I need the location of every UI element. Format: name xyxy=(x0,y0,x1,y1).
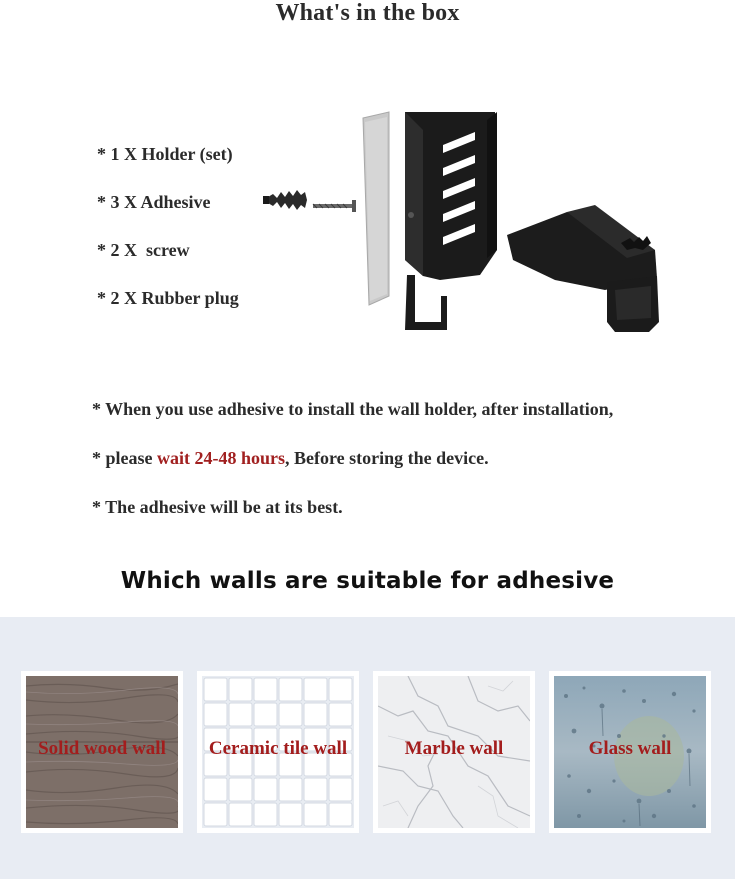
section-title: Which walls are suitable for adhesive xyxy=(120,568,615,594)
note-line: * When you use adhesive to install the wall holder, after installation, xyxy=(92,399,614,419)
note-line: * The adhesive will be at its best. xyxy=(92,497,343,517)
note-line xyxy=(92,445,613,494)
note-prefix: * please xyxy=(92,448,157,468)
wall-tile-label: Marble wall xyxy=(404,738,504,759)
note-suffix: , Before storing the device. xyxy=(285,448,489,468)
wall-tile-marble xyxy=(373,671,535,833)
wall-tile-label: Ceramic tile wall xyxy=(208,738,348,759)
wait-time-highlight: wait 24-48 hours xyxy=(157,448,286,468)
list-item: * 2 X screw xyxy=(97,240,190,260)
wall-tile-label: Glass wall xyxy=(588,738,672,759)
screw-icon xyxy=(313,200,356,212)
page-title: What's in the box xyxy=(275,0,460,26)
wall-tile-wood xyxy=(21,671,183,833)
box-contents-list xyxy=(97,142,239,334)
wall-tile-glass xyxy=(549,671,711,833)
product-image xyxy=(255,100,675,345)
list-item: * 3 X Adhesive xyxy=(97,192,211,212)
wall-tile-ceramic xyxy=(197,671,359,833)
holder-icon xyxy=(405,112,497,330)
holder-base-icon xyxy=(507,205,659,332)
wall-tile-label: Solid wood wall xyxy=(38,738,166,759)
list-item: * 1 X Holder (set) xyxy=(97,144,233,164)
rubber-plug-icon xyxy=(263,190,307,210)
list-item: * 2 X Rubber plug xyxy=(97,288,239,308)
installation-notes xyxy=(92,396,613,543)
